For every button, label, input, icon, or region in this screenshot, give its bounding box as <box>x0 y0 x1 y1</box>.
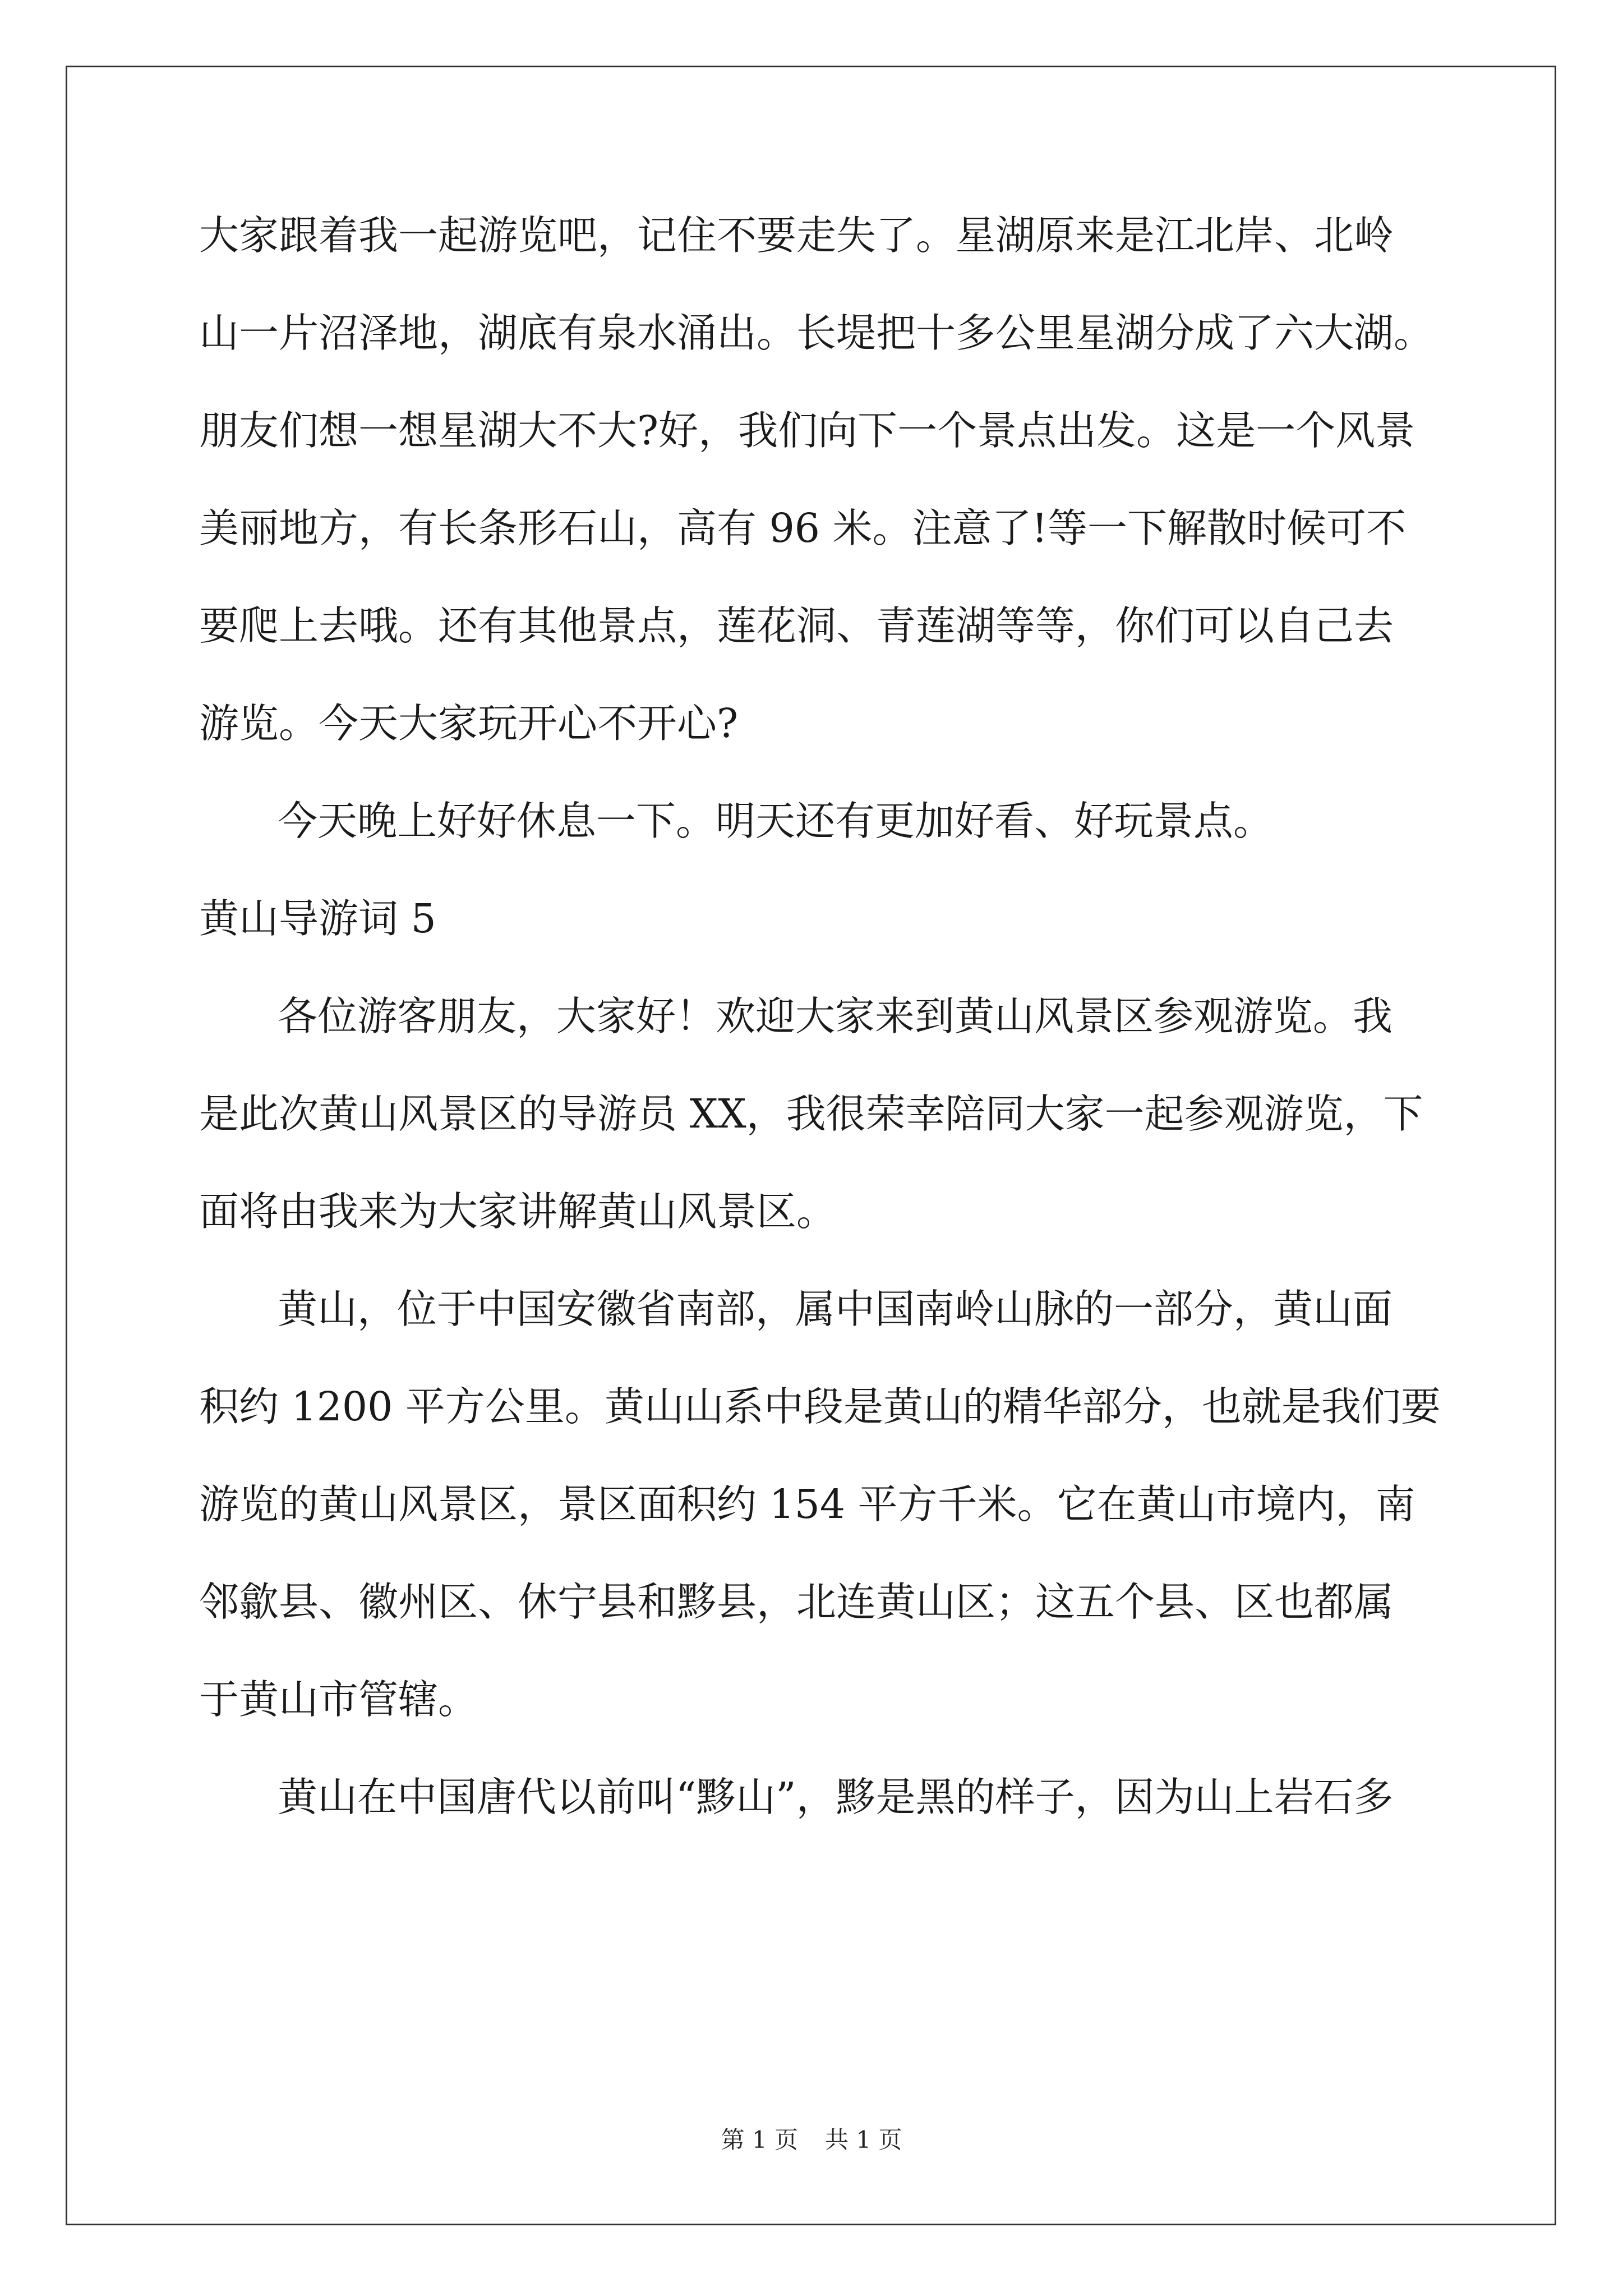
text-line: 邻歙县、徽州区、休宁县和黟县，北连黄山区；这五个县、区也都属 <box>199 1579 1394 1625</box>
page-number: 第 1 页 <box>721 2126 798 2154</box>
text-line: 各位游客朋友，大家好！欢迎大家来到黄山风景区参观游览。我 <box>278 993 1393 1039</box>
text-line: 积约 1200 平方公里。黄山山系中段是黄山的精华部分，也就是我们要 <box>199 1383 1441 1430</box>
text-line: 游览。今天大家玩开心不开心? <box>199 700 739 747</box>
text-line: 面将由我来为大家讲解黄山风景区。 <box>199 1188 837 1235</box>
text-line: 是此次黄山风景区的导游员 XX，我很荣幸陪同大家一起参观游览，下 <box>199 1091 1423 1137</box>
text-line: 要爬上去哦。还有其他景点，莲花洞、青莲湖等等，你们可以自己去 <box>199 602 1394 649</box>
text-line: 于黄山市管辖。 <box>199 1676 478 1723</box>
text-line: 山一片沼泽地，湖底有泉水涌出。长堤把十多公里星湖分成了六大湖。 <box>199 310 1434 356</box>
text-line: 黄山在中国唐代以前叫“黟山”，黟是黑的样子，因为山上岩石多 <box>278 1774 1394 1820</box>
text-line: 游览的黄山风景区，景区面积约 154 平方千米。它在黄山市境内，南 <box>199 1481 1415 1527</box>
text-line: 黄山，位于中国安徽省南部，属中国南岭山脉的一部分，黄山面 <box>278 1286 1393 1332</box>
page-footer <box>0 2123 1623 2157</box>
text-line: 美丽地方，有长条形石山，高有 96 米。注意了!等一下解散时候可不 <box>199 505 1407 551</box>
page-border <box>66 66 1556 2225</box>
page-total: 共 1 页 <box>825 2126 902 2154</box>
section-heading: 黄山导游词 5 <box>199 895 436 942</box>
text-line: 今天晚上好好休息一下。明天还有更加好看、好玩景点。 <box>278 798 1274 844</box>
text-line: 大家跟着我一起游览吧，记住不要走失了。星湖原来是江北岸、北岭 <box>199 212 1394 259</box>
text-line: 朋友们想一想星湖大不大?好，我们向下一个景点出发。这是一个风景 <box>199 407 1415 454</box>
